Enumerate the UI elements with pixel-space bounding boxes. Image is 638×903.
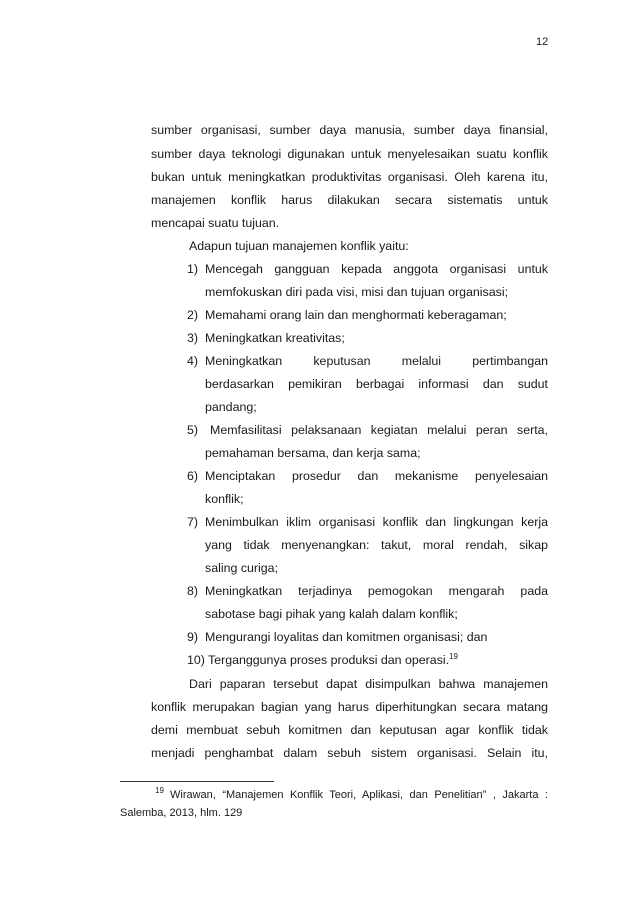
- list-item-line: Meningkatkan terjadinya pemogokan mengarah pada: [205, 584, 548, 598]
- text-line: sumber organisasi, sumber daya manusia, sumber daya finansial,: [151, 123, 548, 137]
- text-line: manajemen konflik harus dilakukan secara sistematis untuk: [151, 193, 548, 207]
- list-item-line: pandang;: [205, 400, 257, 414]
- footnote-text-line: Salemba, 2013, hlm. 129: [120, 807, 243, 819]
- text-line: bukan untuk meningkatkan produktivitas organisasi. Oleh karena itu,: [151, 170, 548, 184]
- list-item-line: Meningkatkan kreativitas;: [205, 331, 345, 345]
- text-line: konflik merupakan bagian yang harus diperhitungkan secara matang: [151, 700, 548, 714]
- text-line: Dari paparan tersebut dapat disimpulkan bahwa manajemen: [189, 677, 548, 691]
- list-item-line: Mengurangi loyalitas dan komitmen organisasi; dan: [205, 630, 488, 644]
- footnote-separator: [120, 781, 274, 782]
- list-item-line: memfokuskan diri pada visi, misi dan tujuan organisasi;: [205, 285, 509, 299]
- list-number: 9): [187, 630, 199, 644]
- list-item-line: Mencegah gangguan kepada anggota organisasi untuk: [205, 262, 548, 276]
- list-intro: Adapun tujuan manajemen konflik yaitu:: [189, 239, 409, 253]
- footnote-number: 19: [155, 786, 164, 795]
- list-number: 1): [187, 262, 199, 276]
- list-number: 4): [187, 354, 199, 368]
- list-number: 7): [187, 515, 199, 529]
- list-number: 2): [187, 308, 199, 322]
- list-item-line: Memahami orang lain dan menghormati keberagaman;: [205, 308, 507, 322]
- list-item-line: konflik;: [205, 492, 244, 506]
- list-number: 6): [187, 469, 199, 483]
- list-item-text: Terganggunya proses produksi dan operasi.: [208, 653, 450, 667]
- list-item-line: yang tidak menyenangkan: takut, moral rendah, sikap: [205, 538, 548, 552]
- list-item-line: saling curiga;: [205, 561, 279, 575]
- footnote-reference[interactable]: 19: [449, 651, 458, 661]
- list-number: 8): [187, 584, 199, 598]
- list-number: 10): [187, 653, 205, 667]
- text-line: mencapai suatu tujuan.: [151, 216, 280, 230]
- footnote-text-line: Wirawan, “Manajemen Konflik Teori, Aplikasi, dan Penelitian” , Jakarta :: [170, 789, 548, 801]
- list-item-line: Memfasilitasi pelaksanaan kegiatan melalui peran serta,: [210, 423, 548, 437]
- page-number: 12: [536, 36, 549, 48]
- list-item-line: Menciptakan prosedur dan mekanisme penyelesaian: [205, 469, 548, 483]
- text-line: menjadi penghambat dalam sebuh sistem organisasi. Selain itu,: [151, 746, 548, 760]
- list-item-line: Menimbulkan iklim organisasi konflik dan lingkungan kerja: [205, 515, 548, 529]
- list-number: 3): [187, 331, 199, 345]
- list-item-line: Meningkatkan keputusan melalui pertimbangan: [205, 354, 548, 368]
- list-item-line: pemahaman bersama, dan kerja sama;: [205, 446, 421, 460]
- text-line: sumber daya teknologi digunakan untuk menyelesaikan suatu konflik: [151, 147, 548, 161]
- list-item-line: sabotase bagi pihak yang kalah dalam konflik;: [205, 607, 458, 621]
- list-number: 5): [187, 423, 199, 437]
- list-item-line: [208, 652, 551, 668]
- text-line: demi membuat sebuh komitmen dan keputusan agar konflik tidak: [151, 723, 548, 737]
- list-item-line: berdasarkan pemikiran berbagai informasi dan sudut: [205, 377, 548, 391]
